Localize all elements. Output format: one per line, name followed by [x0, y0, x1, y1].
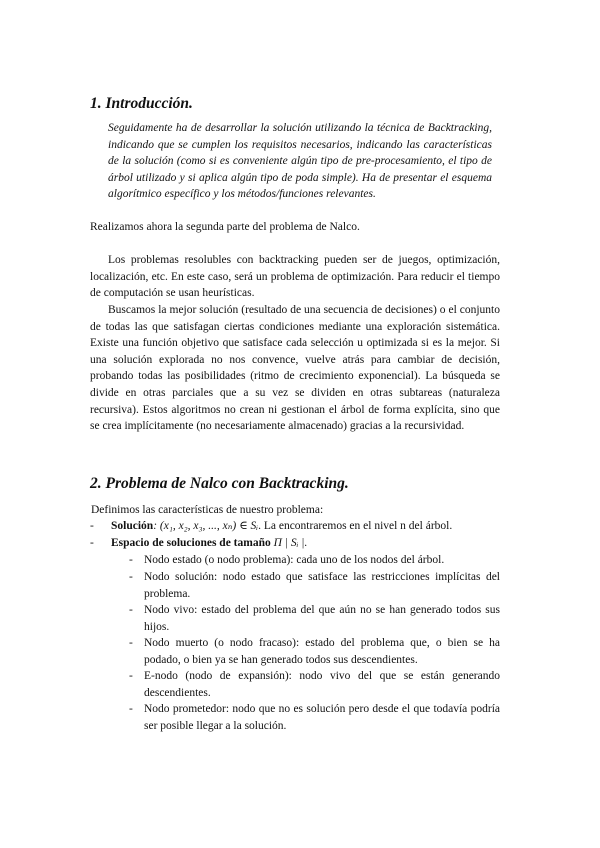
instruction-note: Seguidamente ha de desarrollar la solución utilizando la técnica de Backtracking, indicando que se cumplen los requisitos necesarios, indicando las características de la solución (como si es conveniente algún tipo de pre-procesamiento, el tipo de árbol utilizado y si aplica algún tipo de poda simple). Ha de presentar el esquema algorítmico específico y los métodos/funciones relevantes.	[108, 122, 492, 201]
section-2-intro: Definimos las características de nuestro problema:	[91, 504, 324, 516]
section-1-heading: 1. Introducción.	[90, 95, 193, 112]
paragraph-problems: Los problemas resolubles con backtracking pueden ser de juegos, optimización, localización, etc. En este caso, será un problema de optimización. Para reducir el tiempo de computación se usan heurísticas.	[90, 254, 500, 300]
espacio-formula: Π | Sᵢ |.	[273, 537, 308, 549]
sub-item-text: E-nodo (nodo de expansión): nodo vivo del que se están generando descendientes.	[144, 670, 500, 699]
bullet-dash: -	[90, 520, 94, 532]
solucion-text: . La encontraremos en el nivel n del árbol.	[258, 520, 453, 532]
bullet-dash: -	[129, 637, 133, 649]
sub-item-text: Nodo solución: nodo estado que satisface las restricciones implícitas del problema.	[144, 571, 500, 600]
sub-item-text: Nodo estado (o nodo problema): cada uno de los nodos del árbol.	[144, 554, 445, 566]
bullet-dash: -	[129, 571, 133, 583]
list-item-solucion	[90, 518, 500, 535]
intro-sentence: Realizamos ahora la segunda parte del problema de Nalco.	[90, 221, 360, 233]
sub-list-item	[129, 552, 500, 569]
bullet-dash: -	[129, 703, 133, 715]
paragraph-search: Buscamos la mejor solución (resultado de una secuencia de decisiones) o el conjunto de todas las que satisfagan ciertas condiciones mediante una exploración sistemática. Existe una función objetivo que satisface cada selección u optimizada si es la mejor. Si una solución explorada no nos convence, vuelve atrás para cambiar de decisión, probando todas las posibilidades (ritmo de crecimiento exponencial). La búsqueda se divide en otras parciales que a su vez se dividen en otras subtareas (naturaleza recursiva). Estos algoritmos no crean ni gestionan el árbol de forma explícita, sino que se crea implícitamente (no necesariamente almacenado) gracias a la recursividad.	[90, 304, 500, 433]
bullet-dash: -	[90, 537, 94, 549]
section-2-heading: 2. Problema de Nalco con Backtracking.	[90, 475, 349, 492]
sub-list-item	[129, 602, 500, 635]
bullet-dash: -	[129, 554, 133, 566]
espacio-label: Espacio de soluciones de tamaño	[111, 537, 271, 549]
sub-list-item	[129, 701, 500, 734]
sub-list-item	[129, 635, 500, 668]
sub-list-item	[129, 668, 500, 701]
sub-list-item	[129, 569, 500, 602]
bullet-dash: -	[129, 604, 133, 616]
sub-item-text: Nodo muerto (o nodo fracaso): estado del problema que, o bien se ha podado, o bien ya se han generado todos sus descendientes.	[144, 637, 500, 666]
sub-item-text: Nodo prometedor: nodo que no es solución pero desde el que todavía podría ser posible llegar a la solución.	[144, 703, 500, 732]
solucion-formula: : (x₁, x₂, x₃, ..., xₙ) ∈ Sᵢ	[153, 520, 259, 532]
list-item-espacio	[90, 535, 500, 552]
sub-item-text: Nodo vivo: estado del problema del que aún no se han generado todos sus hijos.	[144, 604, 500, 633]
bullet-dash: -	[129, 670, 133, 682]
solucion-label: Solución	[111, 520, 154, 532]
